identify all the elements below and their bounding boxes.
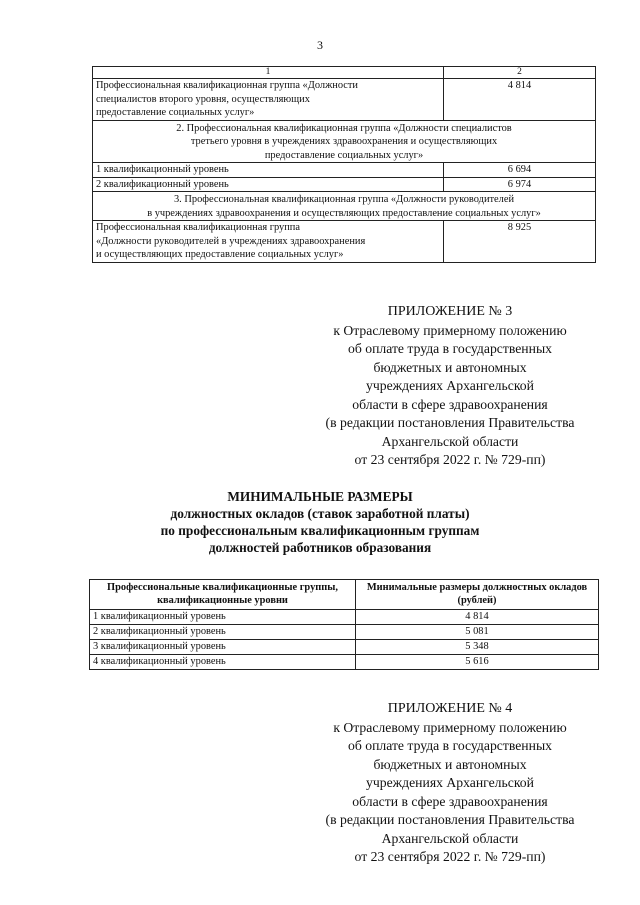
row-value: 6 694 bbox=[444, 163, 596, 178]
appendix-line: бюджетных и автономных bbox=[373, 359, 527, 375]
appendix-line: области в сфере здравоохранения bbox=[352, 793, 548, 809]
appendix-3-heading bbox=[300, 303, 600, 470]
appendix-line: от 23 сентября 2022 г. № 729-пп) bbox=[354, 849, 546, 864]
label-line: Профессиональная квалификационная группа «Должности bbox=[96, 80, 358, 91]
appendix-line: учреждениях Архангельской bbox=[366, 775, 534, 790]
page-number: 3 bbox=[317, 38, 323, 52]
row-label bbox=[93, 221, 444, 263]
salary-table-education bbox=[89, 579, 599, 670]
appendix-line: бюджетных и автономных bbox=[373, 756, 527, 772]
row-label bbox=[93, 79, 444, 121]
appendix-line: учреждениях Архангельской bbox=[366, 378, 534, 393]
table-row bbox=[93, 177, 596, 192]
title-line: должностей работников образования bbox=[208, 540, 432, 555]
title-line: по профессиональным квалификационным группам bbox=[160, 523, 480, 538]
row-value: 6 974 bbox=[444, 177, 596, 192]
row-label: 3 квалификационный уровень bbox=[90, 640, 356, 655]
column-header-salaries: Минимальные размеры должностных окладов (рублей) bbox=[356, 580, 599, 610]
table-row bbox=[93, 79, 596, 121]
group-heading bbox=[93, 120, 596, 163]
row-value: 4 814 bbox=[444, 79, 596, 121]
group-heading-row bbox=[93, 192, 596, 221]
table-row bbox=[93, 221, 596, 263]
column-number-2: 2 bbox=[444, 67, 596, 79]
group-line: в учреждениях здравоохранения и осуществляющих предоставление социальных услуг» bbox=[147, 207, 541, 219]
appendix-4-heading bbox=[300, 700, 600, 867]
appendix-line: области в сфере здравоохранения bbox=[352, 396, 548, 412]
group-line: 3. Профессиональная квалификационная группа «Должности руководителей bbox=[173, 194, 515, 205]
column-header-groups: Профессиональные квалификационные группы, квалификационные уровни bbox=[90, 580, 356, 610]
appendix-line: Архангельской области bbox=[381, 830, 519, 846]
appendix-title: ПРИЛОЖЕНИЕ № 4 bbox=[387, 701, 513, 716]
label-line: «Должности руководителей в учреждениях здравоохранения bbox=[96, 235, 366, 247]
row-label: 2 квалификационный уровень bbox=[93, 177, 444, 192]
document-title bbox=[0, 488, 640, 556]
appendix-line: к Отраслевому примерному положению bbox=[333, 322, 567, 338]
group-line: предоставление социальных услуг» bbox=[264, 149, 424, 161]
appendix-line: об оплате труда в государственных bbox=[348, 738, 552, 753]
table-row bbox=[93, 163, 596, 178]
appendix-line: (в редакции постановления Правительства bbox=[325, 415, 575, 430]
group-line: 2. Профессиональная квалификационная группа «Должности специалистов bbox=[176, 122, 512, 134]
label-line: специалистов второго уровня, осуществляющих bbox=[96, 93, 310, 105]
table-row bbox=[90, 625, 599, 640]
table-row bbox=[90, 640, 599, 655]
row-label: 1 квалификационный уровень bbox=[90, 610, 356, 625]
column-number-1: 1 bbox=[93, 67, 444, 79]
appendix-line: от 23 сентября 2022 г. № 729-пп) bbox=[354, 452, 546, 467]
row-value: 4 814 bbox=[356, 610, 599, 625]
table-header-row bbox=[90, 580, 599, 610]
group-line: третьего уровня в учреждениях здравоохранения и осуществляющих bbox=[190, 136, 498, 147]
table-row bbox=[90, 655, 599, 670]
appendix-title: ПРИЛОЖЕНИЕ № 3 bbox=[387, 304, 513, 319]
table-header-row bbox=[93, 67, 596, 79]
row-label: 4 квалификационный уровень bbox=[90, 655, 356, 670]
row-value: 5 348 bbox=[356, 640, 599, 655]
label-line: и осуществляющих предоставление социальных услуг» bbox=[96, 249, 344, 260]
title-line: МИНИМАЛЬНЫЕ РАЗМЕРЫ bbox=[227, 489, 413, 504]
row-value: 8 925 bbox=[444, 221, 596, 263]
table-row bbox=[90, 610, 599, 625]
group-heading-row bbox=[93, 120, 596, 163]
label-line: предоставление социальных услуг» bbox=[96, 107, 255, 118]
row-label: 1 квалификационный уровень bbox=[93, 163, 444, 178]
appendix-line: (в редакции постановления Правительства bbox=[325, 812, 575, 827]
row-value: 5 616 bbox=[356, 655, 599, 670]
title-line: должностных окладов (ставок заработной платы) bbox=[170, 506, 470, 521]
appendix-line: об оплате труда в государственных bbox=[348, 341, 552, 356]
salary-table-healthcare bbox=[92, 66, 596, 263]
label-line: Профессиональная квалификационная группа bbox=[96, 222, 300, 233]
row-label: 2 квалификационный уровень bbox=[90, 625, 356, 640]
appendix-line: Архангельской области bbox=[381, 433, 519, 449]
appendix-line: к Отраслевому примерному положению bbox=[333, 719, 567, 735]
row-value: 5 081 bbox=[356, 625, 599, 640]
group-heading bbox=[93, 192, 596, 221]
